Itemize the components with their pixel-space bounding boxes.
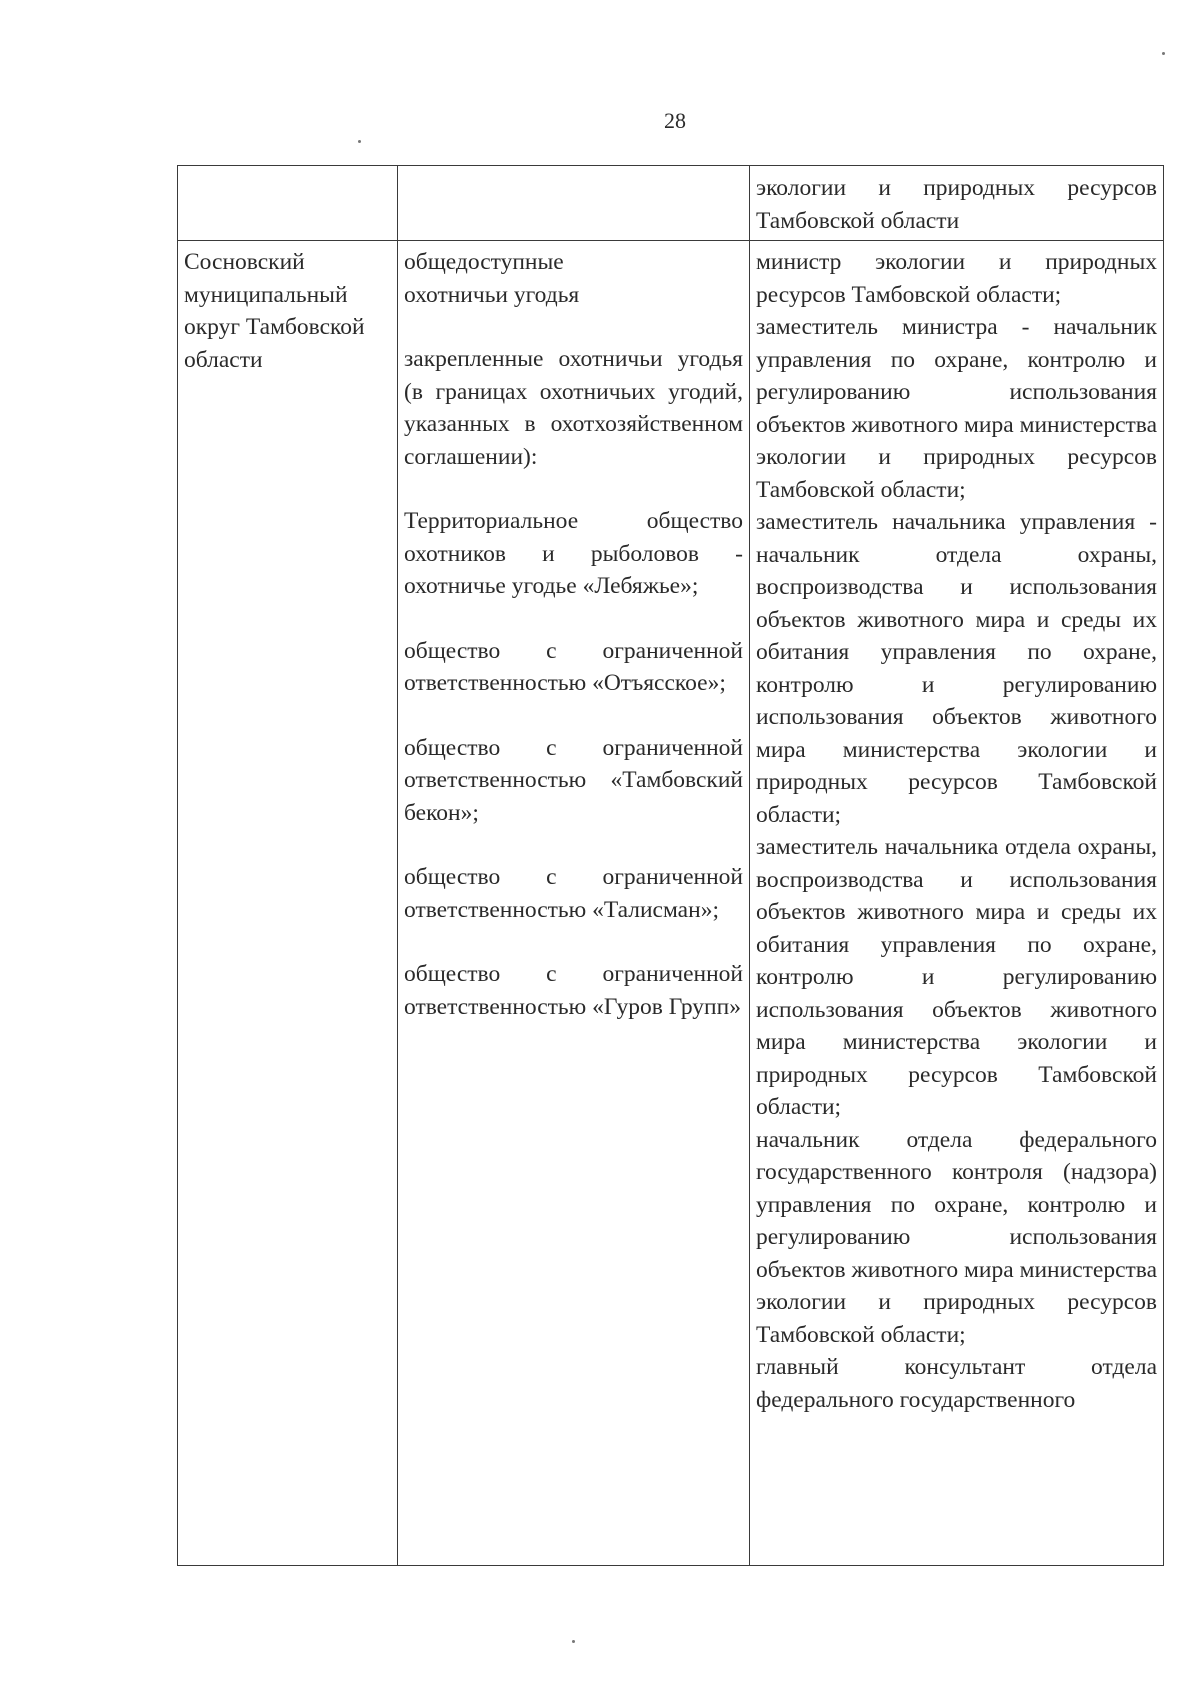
official-item: начальник отдела федерального государственного контроля (надзора) управления по охране, контролю и регулированию использования объектов животного мира министерства экологии и природных ресурсов Тамбовской области; xyxy=(756,1126,1157,1348)
official-item: заместитель министра - начальник управления по охране, контролю и регулированию использования объектов животного мира министерства экологии и природных ресурсов Тамбовской области; xyxy=(756,314,1157,503)
scan-speck xyxy=(572,1640,575,1643)
official-item: заместитель начальника отдела охраны, воспроизводства и использования объектов животного мира и среды их обитания управления по охране, контролю и регулированию использования объектов животного мира министерства экологии и природных ресурсов Тамбовской области; xyxy=(756,834,1157,1120)
table-row xyxy=(178,166,1164,241)
grounds-cell xyxy=(398,166,750,241)
scan-speck xyxy=(1162,52,1165,55)
grounds-item: общедоступные охотничьи угодья xyxy=(404,249,580,308)
page-number: 28 xyxy=(664,108,686,133)
grounds-item: Территориальное общество охотников и рыболовов - охотничье угодье «Лебяжье»; xyxy=(404,508,743,599)
grounds-item: общество с ограниченной ответственностью «Отъясское»; xyxy=(404,637,743,696)
grounds-item: закрепленные охотничьи угодья (в границах охотничьих угодий, указанных в охотхозяйственном соглашении): xyxy=(404,346,743,470)
grounds-item: общество с ограниченной ответственностью «Тамбовский бекон»; xyxy=(404,734,743,826)
district-cell xyxy=(178,241,398,1566)
official-item: главный консультант отдела федерального государственного xyxy=(756,1354,1157,1413)
officials-text: экологии и природных ресурсов Тамбовской области xyxy=(756,175,1157,234)
grounds-cell xyxy=(398,241,750,1566)
officials-table xyxy=(177,165,1164,1566)
scan-speck xyxy=(358,140,361,143)
officials-cell xyxy=(750,166,1164,241)
official-item: заместитель начальника управления - начальник отдела охраны, воспроизводства и использования объектов животного мира и среды их обитания управления по охране, контролю и регулированию использования объектов животного мира министерства экологии и природных ресурсов Тамбовской области; xyxy=(756,509,1157,828)
officials-cell xyxy=(750,241,1164,1566)
district-name: Сосновский муниципальный округ Тамбовской области xyxy=(184,249,365,373)
table-row xyxy=(178,241,1164,1566)
grounds-item: общество с ограниченной ответственностью «Гуров Групп» xyxy=(404,961,743,1020)
district-cell xyxy=(178,166,398,241)
official-item: министр экологии и природных ресурсов Тамбовской области; xyxy=(756,249,1157,308)
grounds-item: общество с ограниченной ответственностью «Талисман»; xyxy=(404,864,743,923)
